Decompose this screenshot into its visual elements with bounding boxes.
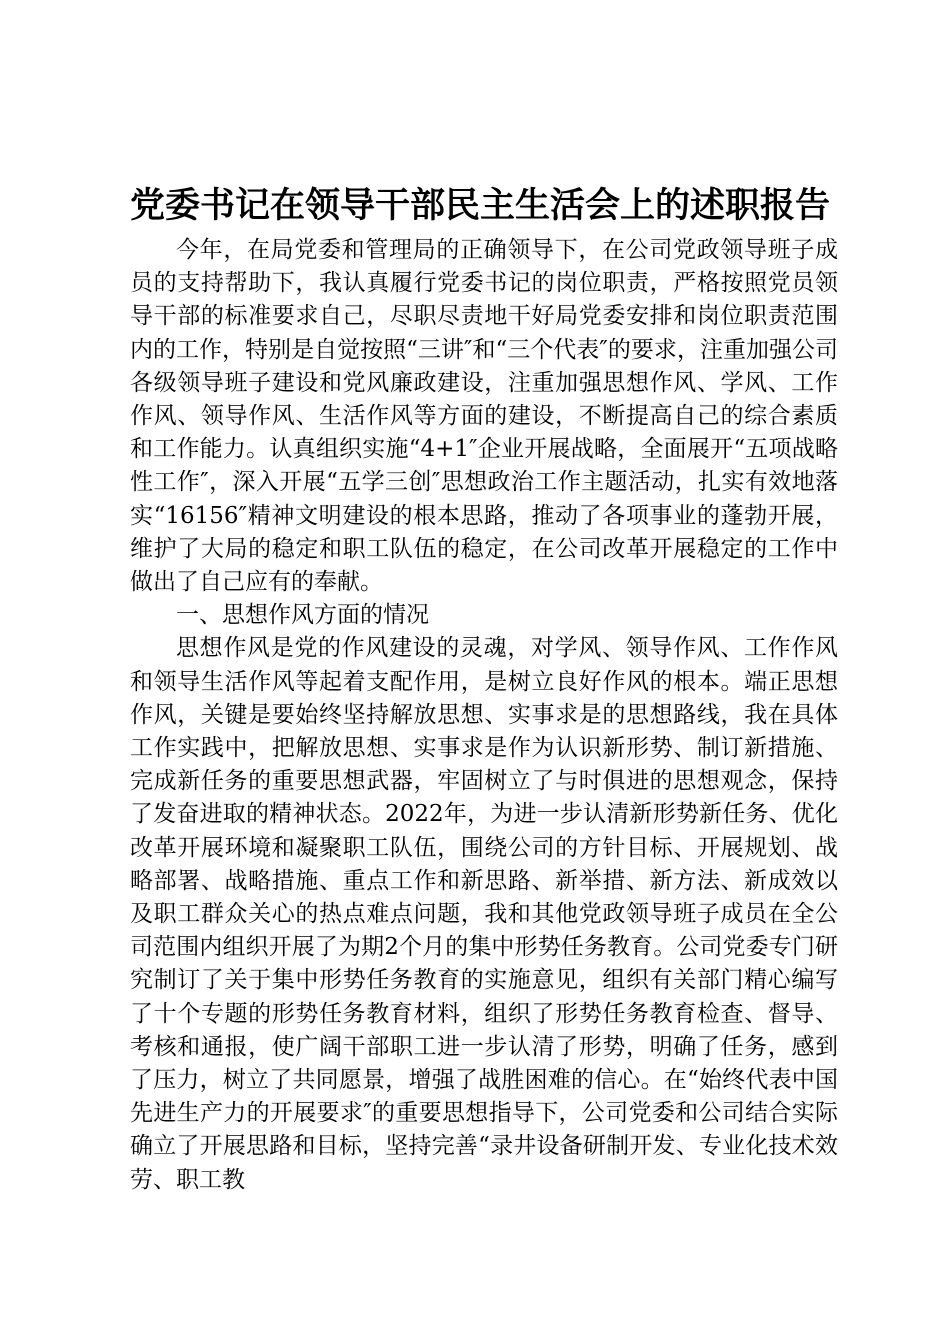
paragraph-thought-style: 思想作风是党的作风建设的灵魂，对学风、领导作风、工作作风和领导生活作风等起着支配作用，是树立良好作风的根本。端正思想作风，关键是要始终坚持解放思想、实事求是的思想路线，我在具体工作实践中，把解放思想、实事求是作为认识新形势、制订新措施、完成新任务的重要思想武器，牢固树立了与时俱进的思想观念，保持了发奋进取的精神状态。2022年，为进一步认清新形势新任务、优化改革开展环境和凝聚职工队伍，围绕公司的方针目标、开展规划、战略部署、战略措施、重点工作和新思路、新举措、新方法、新成效以及职工群众关心的热点难点问题，我和其他党政领导班子成员在全公司范围内组织开展了为期2个月的集中形势任务教育。公司党委专门研究制订了关于集中形势任务教育的实施意见，组织有关部门精心编写了十个专题的形势任务教育材料，组织了形势任务教育检查、督导、考核和通报，使广阔干部职工进一步认清了形势，明确了任务，感到了压力，树立了共同愿景，增强了战胜困难的信心。在“始终代表中国先进生产力的开展要求″的重要思想指导下，公司党委和公司结合实际确立了开展思路和目标，坚持完善“录井设备研制开发、专业化技术效劳、职工教 — [130, 635, 838, 1193]
document-title: 党委书记在领导干部民主生活会上的述职报告 — [129, 185, 830, 226]
document-body — [130, 234, 838, 1197]
section-heading: 一、思想作风方面的情况 — [176, 602, 429, 629]
paragraph-intro: 今年，在局党委和管理局的正确领导下，在公司党政领导班子成员的支持帮助下，我认真履行党委书记的岗位职责，严格按照党员领导干部的标准要求自己，尽职尽责地干好局党委安排和岗位职责范围内的工作，特别是自觉按照“三讲″和“三个代表″的要求，注重加强公司各级领导班子建设和党风廉政建设，注重加强思想作风、学风、工作作风、领导作风、生活作风等方面的建设，不断提高自己的综合素质和工作能力。认真组织实施“4+1″企业开展战略，全面展开“五项战略性工作″，深入开展“五学三创″思想政治工作主题活动，扎实有效地落实“16156″精神文明建设的根本思路，推动了各项事业的蓬勃开展，维护了大局的稳定和职工队伍的稳定，在公司改革开展稳定的工作中做出了自己应有的奉献。 — [130, 237, 838, 596]
